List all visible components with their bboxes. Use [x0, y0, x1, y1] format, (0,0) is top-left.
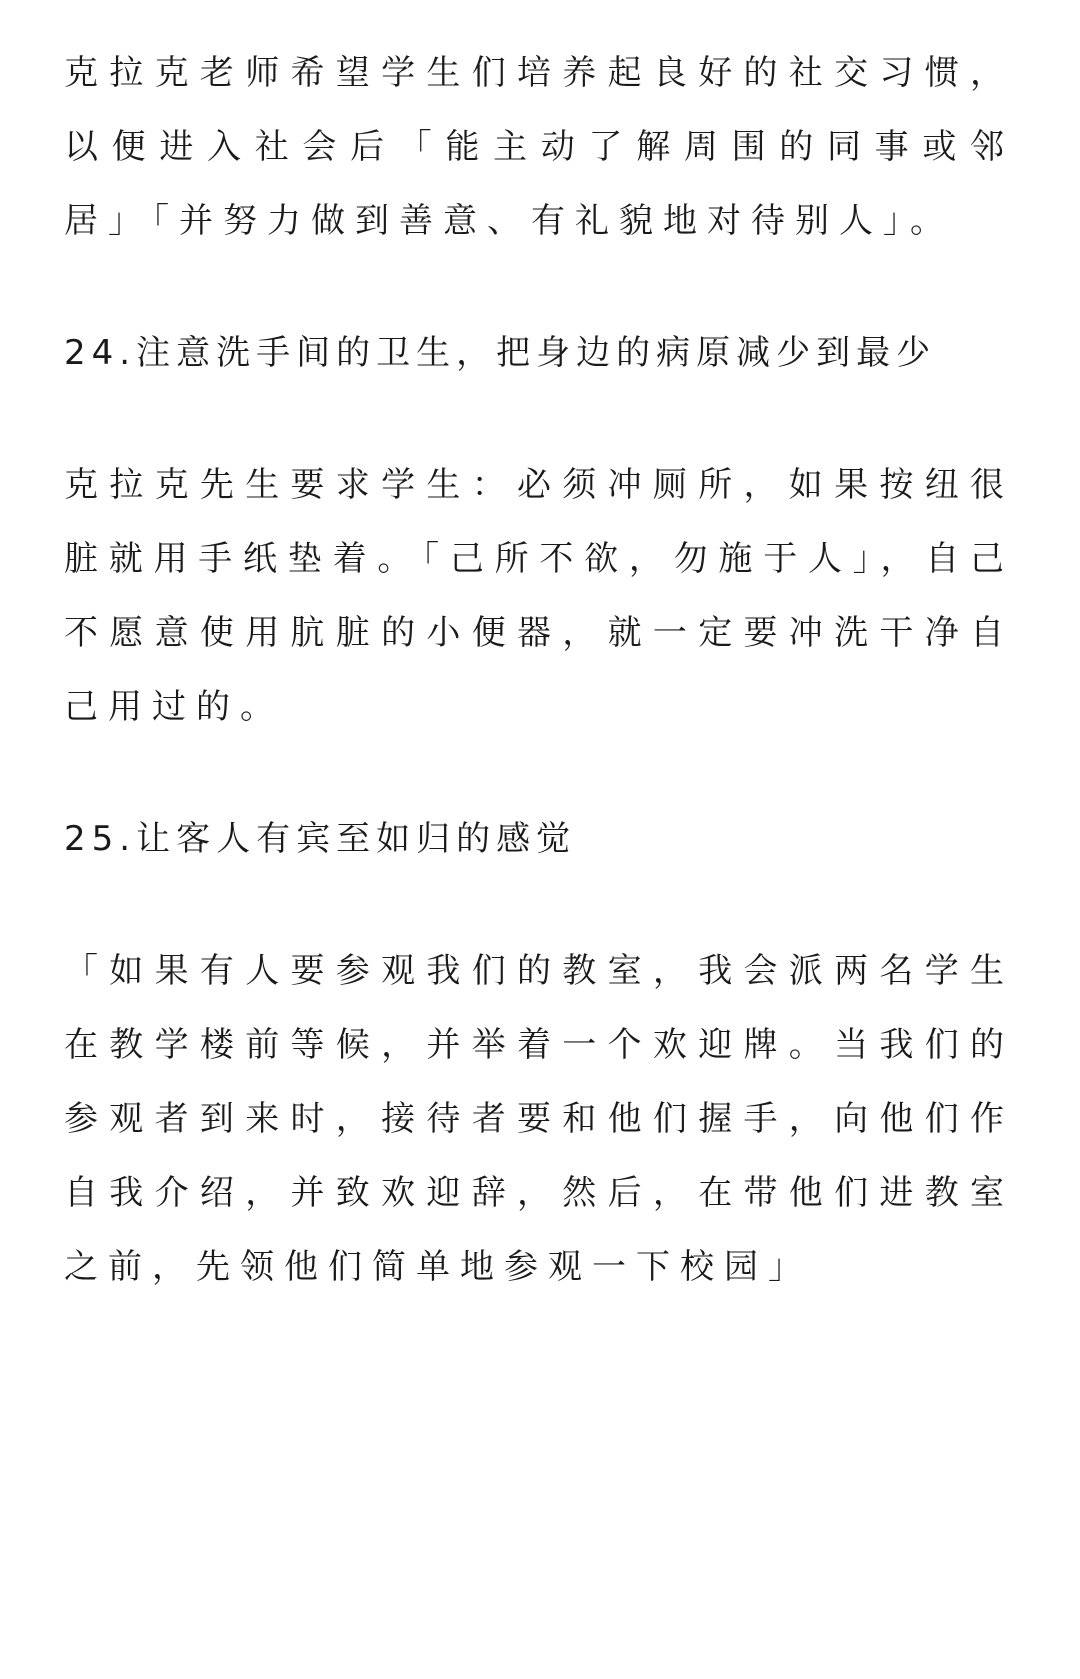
- section-heading-24: 24.注意洗手间的卫生，把身边的病原减少到最少: [64, 333, 937, 373]
- paragraph-welcome-guests: 「如果有人要参观我们的教室，我会派两名学生在教学楼前等候，并举着一个欢迎牌。当我们的参观者到来时，接待者要和他们握手，向他们作自我介绍，并致欢迎辞，然后，在带他们进教室之前，先领他们简单地参观一下校园」: [64, 951, 1014, 1287]
- paragraph-gap: [64, 744, 1014, 802]
- section-heading-25: 25.让客人有宾至如归的感觉: [64, 819, 577, 859]
- paragraph-gap: [64, 390, 1014, 448]
- paragraph-gap: [64, 876, 1014, 934]
- paragraph-gap: [64, 258, 1014, 316]
- paragraph-social-habits: 克拉克老师希望学生们培养起良好的社交习惯，以便进入社会后「能主动了解周围的同事或邻居」「并努力做到善意、有礼貌地对待别人」。: [64, 53, 1014, 241]
- paragraph-restroom-hygiene: 克拉克先生要求学生：必须冲厕所，如果按纽很脏就用手纸垫着。「己所不欲，勿施于人」，自己不愿意使用肮脏的小便器，就一定要冲洗干净自己用过的。: [64, 465, 1014, 727]
- article-body: [64, 36, 1014, 1304]
